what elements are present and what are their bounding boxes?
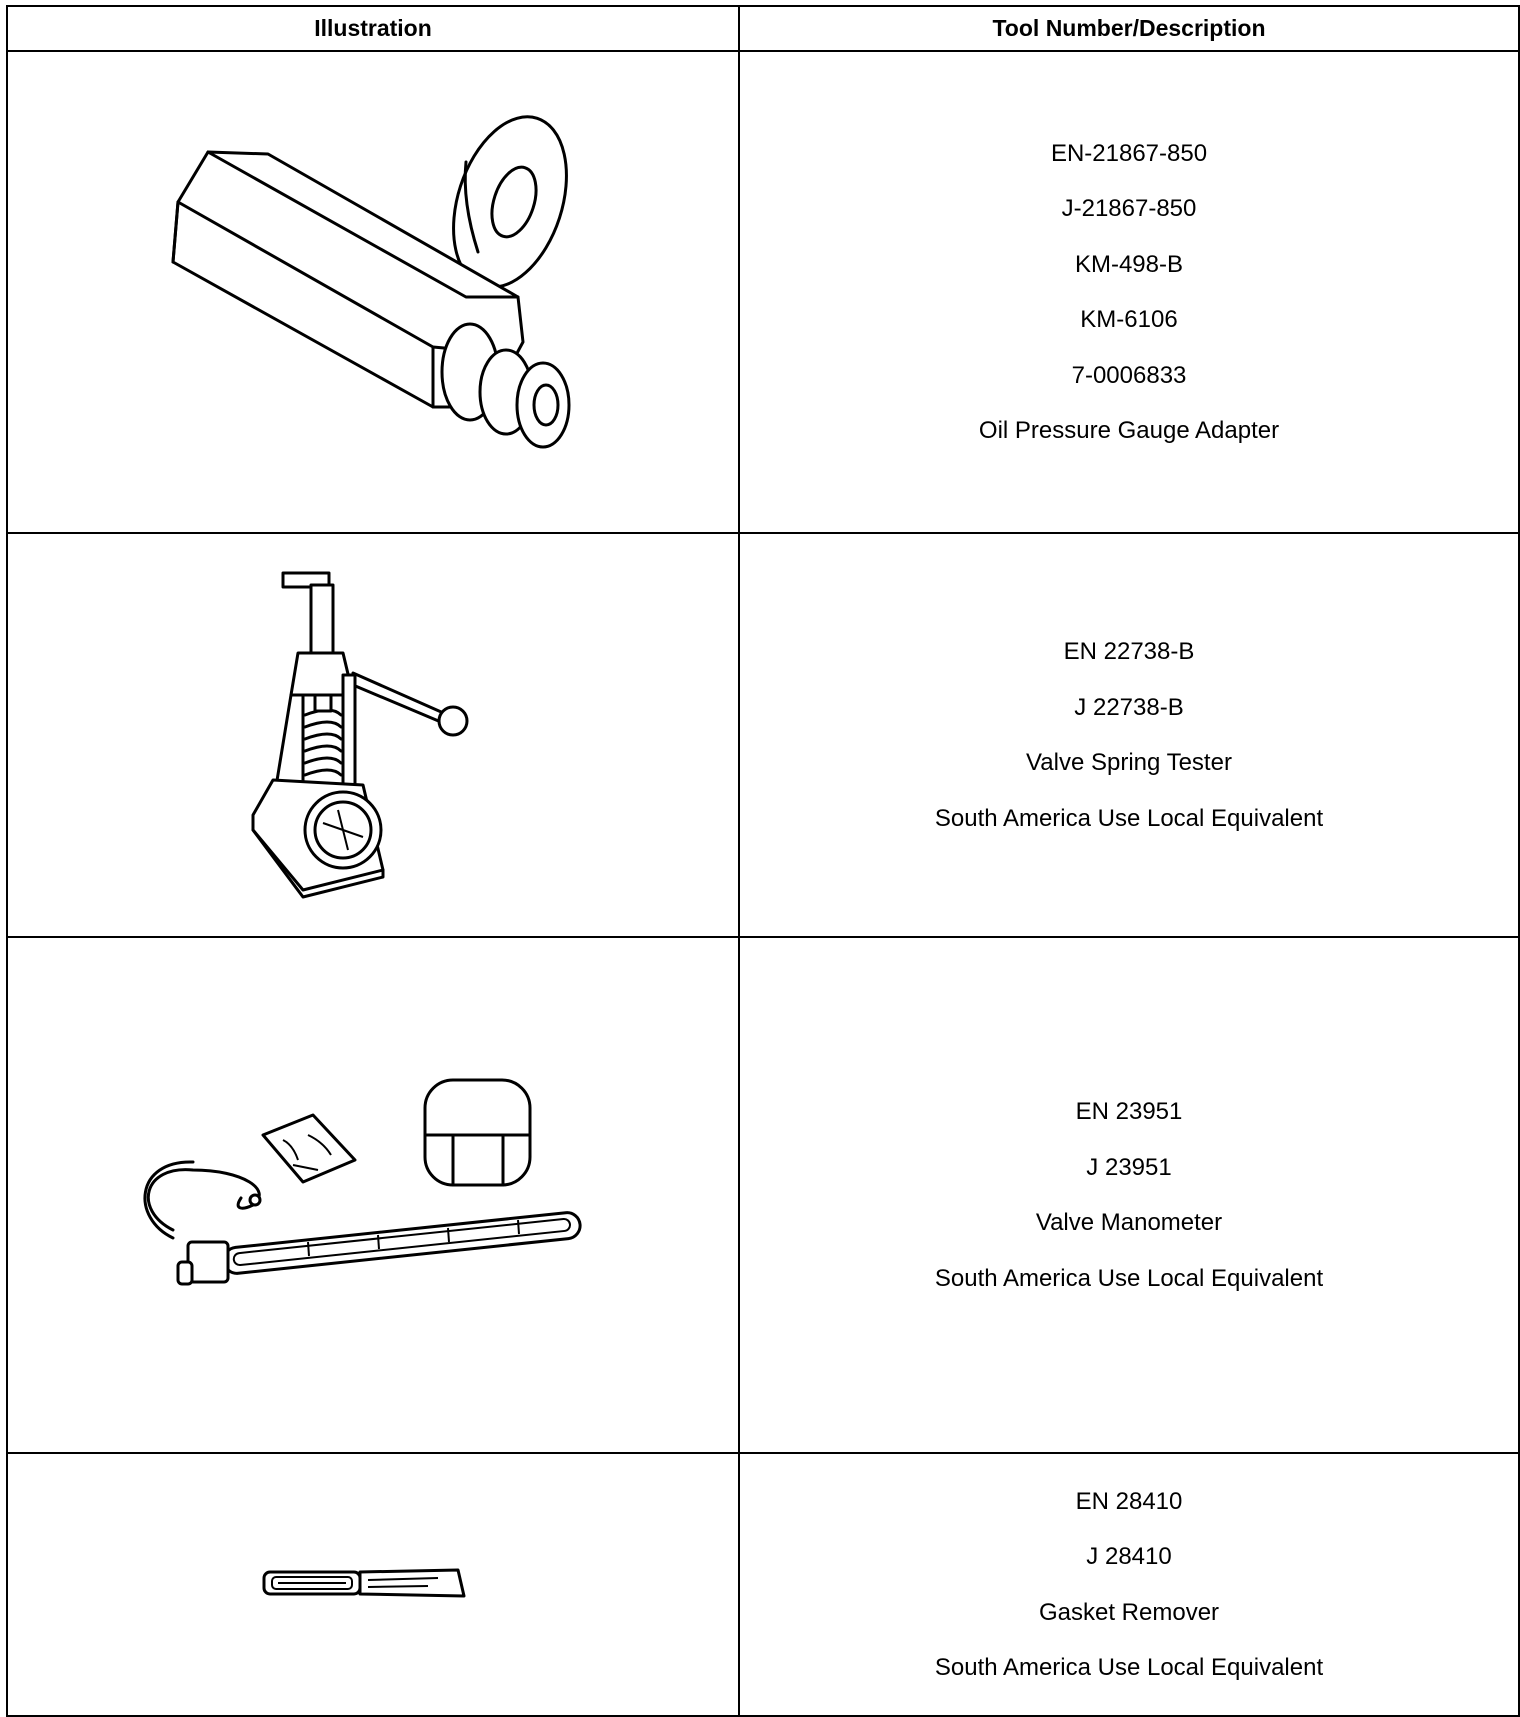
tool-number-line: J 23951 [1086, 1153, 1172, 1181]
tool-name-line: Gasket Remover [1038, 1598, 1220, 1626]
valve-manometer-icon [133, 1070, 613, 1320]
tool-number-line: KM-498-B [1074, 250, 1184, 278]
gasket-remover-icon [258, 1560, 488, 1610]
tool-lines [740, 1474, 1518, 1696]
tool-number-line: J 22738-B [1074, 693, 1184, 721]
tool-number-line: EN 22738-B [1063, 638, 1195, 665]
illustration-header: Illustration [7, 6, 739, 51]
tool-description-cell [739, 533, 1519, 937]
illustration-cell [7, 533, 739, 937]
illustration-cell [7, 1453, 739, 1716]
header-row [7, 6, 1519, 51]
illustration-cell [7, 937, 739, 1453]
table-row [7, 937, 1519, 1453]
tool-number-line: KM-6106 [1080, 306, 1178, 333]
tool-name-line: Valve Spring Tester [1026, 749, 1232, 776]
table-row [7, 1453, 1519, 1716]
tool-description-cell [739, 937, 1519, 1453]
tool-lines [740, 1084, 1518, 1306]
table-row [7, 533, 1519, 937]
tool-note-line: South America Use Local Equivalent [934, 1654, 1324, 1681]
tool-note-line: South America Use Local Equivalent [934, 1264, 1324, 1292]
tool-description-cell [739, 1453, 1519, 1716]
tool-number-line: J 28410 [1086, 1543, 1172, 1570]
table-row [7, 51, 1519, 533]
tool-number-line: J-21867-850 [1061, 195, 1197, 222]
tool-number-line: EN 23951 [1075, 1098, 1183, 1125]
tool-description-header: Tool Number/Description [739, 6, 1519, 51]
tool-note-line: South America Use Local Equivalent [934, 804, 1324, 832]
oil-pressure-gauge-adapter-icon [148, 92, 598, 492]
illustration-cell [7, 51, 739, 533]
tool-description-cell [739, 51, 1519, 533]
tool-name-line: Oil Pressure Gauge Adapter [978, 417, 1280, 444]
tool-number-line: EN-21867-850 [1050, 139, 1208, 167]
valve-spring-tester-icon [243, 565, 503, 905]
tool-number-line: 7-0006833 [1071, 361, 1187, 389]
tool-name-line: Valve Manometer [1035, 1209, 1223, 1236]
tool-lines [740, 126, 1518, 459]
tool-lines [740, 624, 1518, 846]
tool-number-line: EN 28410 [1075, 1487, 1183, 1515]
special-tools-table [6, 5, 1520, 1717]
